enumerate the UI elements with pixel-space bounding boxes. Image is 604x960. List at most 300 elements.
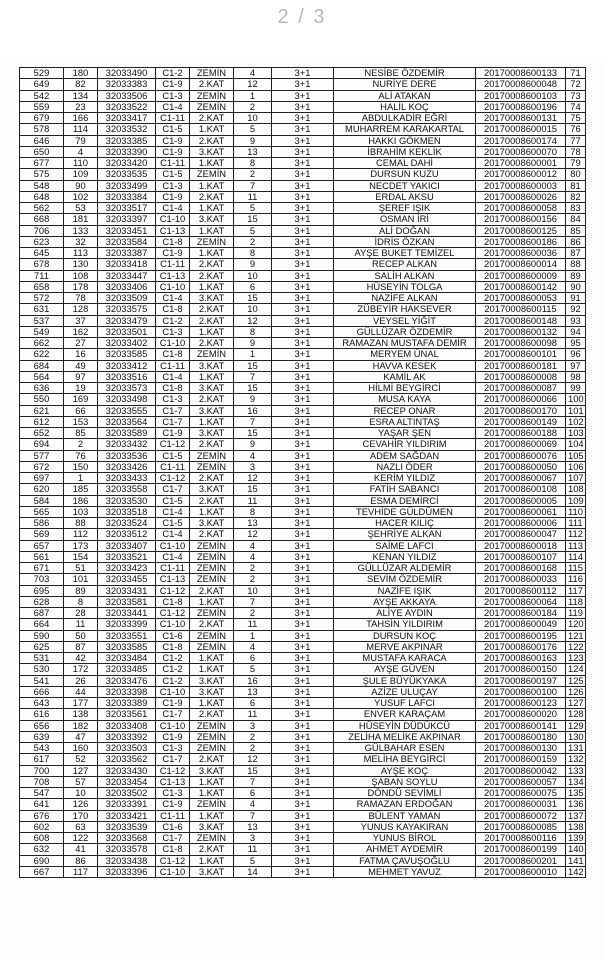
table-row: [20, 293, 586, 304]
index-cell: 657: [20, 540, 64, 551]
name-cell: SEVİM ÖZDEMİR: [334, 574, 476, 585]
floor-cell: 3.KAT: [190, 214, 234, 225]
table-row: [20, 540, 586, 551]
parcel-id-cell: 32033502: [98, 788, 156, 799]
floor-cell: 1.KAT: [190, 281, 234, 292]
table-row: [20, 338, 586, 349]
lot-cell: 182: [64, 720, 98, 731]
block-cell: C1-10: [156, 540, 190, 551]
table-row: [20, 709, 586, 720]
room-type-cell: 3+1: [272, 833, 334, 844]
floor-cell: ZEMİN: [190, 461, 234, 472]
parcel-id-cell: 32033564: [98, 416, 156, 427]
name-cell: MUSA KAYA: [334, 394, 476, 405]
table-row: [20, 79, 586, 90]
table-row: [20, 529, 586, 540]
parcel-id-cell: 32033455: [98, 574, 156, 585]
application-no-cell: 20170008600108: [476, 484, 566, 495]
parcel-id-cell: 32033573: [98, 383, 156, 394]
lot-cell: 11: [64, 619, 98, 630]
block-cell: C1-5: [156, 450, 190, 461]
floor-cell: 1.KAT: [190, 180, 234, 191]
lot-cell: 185: [64, 484, 98, 495]
unit-no-cell: 7: [234, 416, 272, 427]
name-cell: İBRAHİM KEKLİK: [334, 146, 476, 157]
name-cell: DURSUN KOÇ: [334, 630, 476, 641]
application-no-cell: 20170008600195: [476, 630, 566, 641]
floor-cell: 1.KAT: [190, 664, 234, 675]
row-number-cell: 79: [566, 158, 586, 169]
row-number-cell: 122: [566, 641, 586, 652]
lot-cell: 186: [64, 495, 98, 506]
block-cell: C1-13: [156, 574, 190, 585]
row-number-cell: 116: [566, 574, 586, 585]
lot-cell: 160: [64, 743, 98, 754]
parcel-id-cell: 32033426: [98, 461, 156, 472]
row-number-cell: 78: [566, 146, 586, 157]
table-row: [20, 281, 586, 292]
room-type-cell: 3+1: [272, 754, 334, 765]
floor-cell: 1.KAT: [190, 788, 234, 799]
name-cell: FATMA ÇAVUŞOĞLU: [334, 855, 476, 866]
row-number-cell: 100: [566, 394, 586, 405]
index-cell: 668: [20, 214, 64, 225]
application-no-cell: 20170008600115: [476, 304, 566, 315]
room-type-cell: 3+1: [272, 90, 334, 101]
unit-no-cell: 2: [234, 608, 272, 619]
application-no-cell: 20170008600112: [476, 585, 566, 596]
parcel-id-cell: 32033585: [98, 349, 156, 360]
index-cell: 547: [20, 788, 64, 799]
table-row: [20, 563, 586, 574]
application-no-cell: 20170008600087: [476, 383, 566, 394]
unit-no-cell: 2: [234, 574, 272, 585]
block-cell: C1-10: [156, 866, 190, 877]
room-type-cell: 3+1: [272, 743, 334, 754]
unit-no-cell: 8: [234, 248, 272, 259]
block-cell: C1-7: [156, 754, 190, 765]
block-cell: C1-4: [156, 371, 190, 382]
application-no-cell: 20170008600148: [476, 315, 566, 326]
index-cell: 620: [20, 484, 64, 495]
index-cell: 649: [20, 79, 64, 90]
row-number-cell: 126: [566, 686, 586, 697]
floor-cell: 1.KAT: [190, 326, 234, 337]
floor-cell: ZEMİN: [190, 731, 234, 742]
index-cell: 708: [20, 776, 64, 787]
unit-no-cell: 13: [234, 518, 272, 529]
parcel-id-cell: 32033438: [98, 855, 156, 866]
parcel-id-cell: 32033412: [98, 360, 156, 371]
application-no-cell: 20170008600201: [476, 855, 566, 866]
table-row: [20, 855, 586, 866]
name-cell: KENAN YILDIZ: [334, 551, 476, 562]
lot-cell: 86: [64, 855, 98, 866]
room-type-cell: 3+1: [272, 360, 334, 371]
room-type-cell: 3+1: [272, 506, 334, 517]
parcel-id-cell: 32033506: [98, 90, 156, 101]
parcel-id-cell: 32033558: [98, 484, 156, 495]
room-type-cell: 3+1: [272, 563, 334, 574]
name-cell: GÜLBAHAR ESEN: [334, 743, 476, 754]
parcel-id-cell: 32033512: [98, 529, 156, 540]
unit-no-cell: 2: [234, 236, 272, 247]
room-type-cell: 3+1: [272, 821, 334, 832]
parcel-id-cell: 32033417: [98, 113, 156, 124]
application-no-cell: 20170008600050: [476, 461, 566, 472]
row-number-cell: 125: [566, 675, 586, 686]
row-number-cell: 99: [566, 383, 586, 394]
unit-no-cell: 15: [234, 360, 272, 371]
application-no-cell: 20170008600196: [476, 101, 566, 112]
lot-cell: 52: [64, 754, 98, 765]
block-cell: C1-3: [156, 326, 190, 337]
lot-cell: 177: [64, 698, 98, 709]
application-no-cell: 20170008600005: [476, 495, 566, 506]
lot-cell: 78: [64, 293, 98, 304]
row-number-cell: 80: [566, 169, 586, 180]
name-cell: DURSUN KUZU: [334, 169, 476, 180]
index-cell: 666: [20, 686, 64, 697]
floor-cell: 1.KAT: [190, 810, 234, 821]
room-type-cell: 3+1: [272, 765, 334, 776]
parcel-id-cell: 32033535: [98, 169, 156, 180]
room-type-cell: 3+1: [272, 349, 334, 360]
block-cell: C1-4: [156, 529, 190, 540]
index-cell: 652: [20, 428, 64, 439]
room-type-cell: 3+1: [272, 225, 334, 236]
index-cell: 542: [20, 90, 64, 101]
parcel-id-cell: 32033454: [98, 776, 156, 787]
parcel-id-cell: 32033383: [98, 79, 156, 90]
row-number-cell: 89: [566, 270, 586, 281]
unit-no-cell: 4: [234, 540, 272, 551]
row-number-cell: 93: [566, 315, 586, 326]
name-cell: YAŞAR ŞEN: [334, 428, 476, 439]
index-cell: 616: [20, 709, 64, 720]
application-no-cell: 20170008600049: [476, 619, 566, 630]
application-no-cell: 20170008600163: [476, 653, 566, 664]
table-row: [20, 113, 586, 124]
application-no-cell: 20170008600101: [476, 349, 566, 360]
application-no-cell: 20170008600142: [476, 281, 566, 292]
block-cell: C1-12: [156, 439, 190, 450]
name-cell: MEHMET YAVUZ: [334, 866, 476, 877]
table-row: [20, 810, 586, 821]
parcel-id-cell: 32033398: [98, 686, 156, 697]
row-number-cell: 114: [566, 551, 586, 562]
block-cell: C1-9: [156, 731, 190, 742]
unit-no-cell: 10: [234, 304, 272, 315]
floor-cell: 3.KAT: [190, 866, 234, 877]
application-no-cell: 20170008600072: [476, 810, 566, 821]
unit-no-cell: 5: [234, 124, 272, 135]
lot-cell: 28: [64, 608, 98, 619]
room-type-cell: 3+1: [272, 416, 334, 427]
table-row: [20, 765, 586, 776]
unit-no-cell: 10: [234, 113, 272, 124]
lot-cell: 89: [64, 585, 98, 596]
table-row: [20, 214, 586, 225]
name-cell: ESRA ALTINTAŞ: [334, 416, 476, 427]
block-cell: C1-4: [156, 506, 190, 517]
lot-cell: 178: [64, 281, 98, 292]
unit-no-cell: 5: [234, 203, 272, 214]
application-no-cell: 20170008600026: [476, 191, 566, 202]
block-cell: C1-13: [156, 776, 190, 787]
lot-cell: 66: [64, 405, 98, 416]
floor-cell: 2.KAT: [190, 844, 234, 855]
block-cell: C1-9: [156, 146, 190, 157]
index-cell: 548: [20, 180, 64, 191]
row-number-cell: 75: [566, 113, 586, 124]
parcel-id-cell: 32033517: [98, 203, 156, 214]
room-type-cell: 3+1: [272, 529, 334, 540]
unit-no-cell: 11: [234, 495, 272, 506]
name-cell: RAMAZAN ERDOĞAN: [334, 799, 476, 810]
floor-cell: 3.KAT: [190, 686, 234, 697]
row-number-cell: 142: [566, 866, 586, 877]
unit-no-cell: 7: [234, 810, 272, 821]
room-type-cell: 3+1: [272, 428, 334, 439]
floor-cell: 2.KAT: [190, 585, 234, 596]
application-no-cell: 20170008600061: [476, 506, 566, 517]
row-number-cell: 81: [566, 180, 586, 191]
parcel-id-cell: 32033421: [98, 810, 156, 821]
index-cell: 617: [20, 754, 64, 765]
name-cell: ERDAL AKSU: [334, 191, 476, 202]
parcel-id-cell: 32033447: [98, 270, 156, 281]
floor-cell: 2.KAT: [190, 619, 234, 630]
unit-no-cell: 16: [234, 675, 272, 686]
application-no-cell: 20170008600010: [476, 866, 566, 877]
name-cell: İDRİS ÖZKAN: [334, 236, 476, 247]
floor-cell: 1.KAT: [190, 596, 234, 607]
lot-cell: 8: [64, 596, 98, 607]
index-cell: 706: [20, 225, 64, 236]
lot-cell: 42: [64, 653, 98, 664]
unit-no-cell: 6: [234, 281, 272, 292]
application-no-cell: 20170008600125: [476, 225, 566, 236]
lot-cell: 57: [64, 776, 98, 787]
document-page: [0, 60, 604, 960]
floor-cell: 3.KAT: [190, 383, 234, 394]
application-no-cell: 20170008600107: [476, 551, 566, 562]
room-type-cell: 3+1: [272, 720, 334, 731]
room-type-cell: 3+1: [272, 135, 334, 146]
floor-cell: 2.KAT: [190, 191, 234, 202]
unit-no-cell: 3: [234, 720, 272, 731]
unit-no-cell: 7: [234, 371, 272, 382]
table-row: [20, 473, 586, 484]
row-number-cell: 96: [566, 349, 586, 360]
block-cell: C1-3: [156, 90, 190, 101]
name-cell: OSMAN İRİ: [334, 214, 476, 225]
floor-cell: ZEMİN: [190, 833, 234, 844]
parcel-id-cell: 32033479: [98, 315, 156, 326]
room-type-cell: 3+1: [272, 248, 334, 259]
lot-cell: 170: [64, 810, 98, 821]
unit-no-cell: 11: [234, 709, 272, 720]
index-cell: 572: [20, 293, 64, 304]
parcel-id-cell: 32033431: [98, 585, 156, 596]
unit-no-cell: 1: [234, 630, 272, 641]
table-row: [20, 461, 586, 472]
application-no-cell: 20170008600100: [476, 686, 566, 697]
parcel-id-cell: 32033432: [98, 439, 156, 450]
room-type-cell: 3+1: [272, 259, 334, 270]
unit-no-cell: 3: [234, 461, 272, 472]
unit-no-cell: 11: [234, 191, 272, 202]
application-no-cell: 20170008600199: [476, 844, 566, 855]
application-no-cell: 20170008600009: [476, 270, 566, 281]
table-row: [20, 495, 586, 506]
parcel-id-cell: 32033536: [98, 450, 156, 461]
table-row: [20, 574, 586, 585]
parcel-id-cell: 32033390: [98, 146, 156, 157]
block-cell: C1-10: [156, 338, 190, 349]
unit-no-cell: 5: [234, 855, 272, 866]
room-type-cell: 3+1: [272, 675, 334, 686]
table-row: [20, 259, 586, 270]
block-cell: C1-12: [156, 765, 190, 776]
lot-cell: 128: [64, 304, 98, 315]
room-type-cell: 3+1: [272, 484, 334, 495]
table-row: [20, 551, 586, 562]
row-number-cell: 117: [566, 585, 586, 596]
block-cell: C1-10: [156, 686, 190, 697]
block-cell: C1-5: [156, 124, 190, 135]
row-number-cell: 137: [566, 810, 586, 821]
floor-cell: ZEMİN: [190, 90, 234, 101]
row-number-cell: 138: [566, 821, 586, 832]
row-number-cell: 112: [566, 529, 586, 540]
parcel-id-cell: 32033420: [98, 158, 156, 169]
table-row: [20, 630, 586, 641]
table-row: [20, 698, 586, 709]
row-number-cell: 115: [566, 563, 586, 574]
row-number-cell: 111: [566, 518, 586, 529]
block-cell: C1-5: [156, 518, 190, 529]
block-cell: C1-8: [156, 641, 190, 652]
name-cell: AYŞE AKKAYA: [334, 596, 476, 607]
unit-no-cell: 10: [234, 270, 272, 281]
room-type-cell: 3+1: [272, 596, 334, 607]
row-number-cell: 103: [566, 428, 586, 439]
room-type-cell: 3+1: [272, 630, 334, 641]
name-cell: NURİYE DERE: [334, 79, 476, 90]
table-row: [20, 101, 586, 112]
index-cell: 636: [20, 383, 64, 394]
application-no-cell: 20170008600180: [476, 731, 566, 742]
block-cell: C1-12: [156, 585, 190, 596]
floor-cell: ZEMİN: [190, 169, 234, 180]
name-cell: KAMİL AK: [334, 371, 476, 382]
table-body: [20, 68, 586, 878]
application-no-cell: 20170008600184: [476, 608, 566, 619]
block-cell: C1-4: [156, 101, 190, 112]
application-no-cell: 20170008600174: [476, 135, 566, 146]
index-cell: 590: [20, 630, 64, 641]
row-number-cell: 82: [566, 191, 586, 202]
index-cell: 608: [20, 833, 64, 844]
lot-cell: 134: [64, 90, 98, 101]
lot-cell: 90: [64, 180, 98, 191]
block-cell: C1-7: [156, 416, 190, 427]
parcel-id-cell: 32033499: [98, 180, 156, 191]
floor-cell: 2.KAT: [190, 529, 234, 540]
room-type-cell: 3+1: [272, 844, 334, 855]
unit-no-cell: 1: [234, 349, 272, 360]
block-cell: C1-12: [156, 608, 190, 619]
index-cell: 562: [20, 203, 64, 214]
floor-cell: 1.KAT: [190, 855, 234, 866]
row-number-cell: 83: [566, 203, 586, 214]
lot-cell: 23: [64, 101, 98, 112]
block-cell: C1-13: [156, 225, 190, 236]
application-no-cell: 20170008600170: [476, 405, 566, 416]
parcel-id-cell: 32033551: [98, 630, 156, 641]
row-number-cell: 121: [566, 630, 586, 641]
room-type-cell: 3+1: [272, 124, 334, 135]
index-cell: 672: [20, 461, 64, 472]
floor-cell: 2.KAT: [190, 495, 234, 506]
row-number-cell: 90: [566, 281, 586, 292]
parcel-id-cell: 32033423: [98, 563, 156, 574]
lot-cell: 51: [64, 563, 98, 574]
lot-cell: 154: [64, 551, 98, 562]
name-cell: FATİH SABANCI: [334, 484, 476, 495]
row-number-cell: 73: [566, 90, 586, 101]
block-cell: C1-2: [156, 664, 190, 675]
table-row: [20, 686, 586, 697]
room-type-cell: 3+1: [272, 101, 334, 112]
block-cell: C1-6: [156, 821, 190, 832]
lot-cell: 10: [64, 788, 98, 799]
name-cell: NESİBE ÖZDEMİR: [334, 68, 476, 79]
unit-no-cell: 12: [234, 315, 272, 326]
floor-cell: 2.KAT: [190, 439, 234, 450]
room-type-cell: 3+1: [272, 574, 334, 585]
block-cell: C1-8: [156, 236, 190, 247]
parcel-id-cell: 32033561: [98, 709, 156, 720]
lot-cell: 122: [64, 833, 98, 844]
row-number-cell: 97: [566, 360, 586, 371]
allocation-table: [19, 67, 586, 878]
parcel-id-cell: 32033451: [98, 225, 156, 236]
table-row: [20, 518, 586, 529]
index-cell: 676: [20, 810, 64, 821]
row-number-cell: 107: [566, 473, 586, 484]
row-number-cell: 76: [566, 124, 586, 135]
table-row: [20, 360, 586, 371]
room-type-cell: 3+1: [272, 203, 334, 214]
parcel-id-cell: 32033575: [98, 304, 156, 315]
parcel-id-cell: 32033384: [98, 191, 156, 202]
room-type-cell: 3+1: [272, 180, 334, 191]
index-cell: 584: [20, 495, 64, 506]
block-cell: C1-9: [156, 698, 190, 709]
index-cell: 632: [20, 844, 64, 855]
unit-no-cell: 12: [234, 473, 272, 484]
room-type-cell: 3+1: [272, 326, 334, 337]
room-type-cell: 3+1: [272, 540, 334, 551]
floor-cell: ZEMİN: [190, 574, 234, 585]
block-cell: C1-11: [156, 360, 190, 371]
parcel-id-cell: 32033585: [98, 641, 156, 652]
application-no-cell: 20170008600141: [476, 720, 566, 731]
unit-no-cell: 15: [234, 293, 272, 304]
